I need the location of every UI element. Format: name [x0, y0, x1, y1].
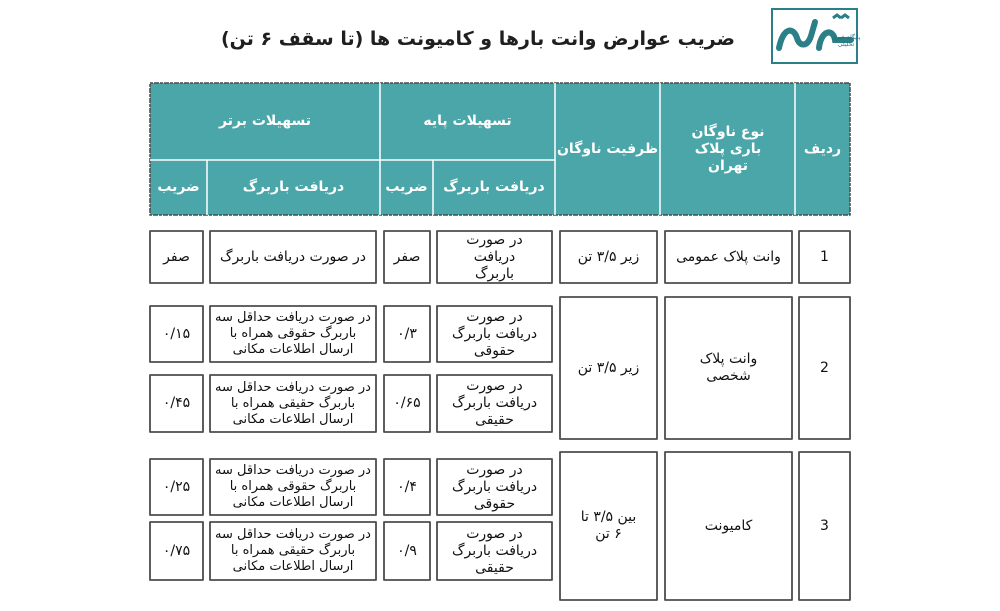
row-1-premium-coef: صفر	[163, 248, 190, 265]
row-2b-basic-bill: در صورت دریافت باربرگ حقیقی	[451, 378, 538, 428]
row-2-type: وانت پلاک شخصی	[699, 351, 758, 384]
header-capacity: ظرفیت ناوگان	[556, 140, 659, 157]
header-premium: تسهیلات برتر	[219, 113, 311, 129]
row-2-capacity: زیر ۳/۵ تن	[577, 359, 640, 376]
row-2a-premium-coef: ۰/۱۵	[162, 325, 191, 342]
row-1-number: 1	[820, 248, 829, 265]
row-3a-basic-bill: در صورت دریافت باربرگ حقوقی	[451, 461, 538, 512]
header-vehicle-type: نوع ناوگان باری پلاک تهران	[691, 123, 765, 174]
row-3-capacity: بین ۳/۵ تا ۶ تن	[580, 509, 637, 542]
row-3b-basic-coef: ۰/۹	[397, 542, 417, 559]
row-3a-premium-bill: در صورت دریافت حداقل سه باربرگ حقوقی همراه با ارسال اطلاعات مکانی	[215, 463, 371, 510]
header-basic-coef: ضریب	[385, 179, 428, 195]
row-2b-premium-bill: در صورت دریافت حداقل سه باربرگ حقیقی همراه با ارسال اطلاعات مکانی	[215, 379, 371, 427]
row-3-number: 3	[820, 517, 829, 534]
row-3a-basic-coef: ۰/۴	[397, 478, 417, 495]
row-2b-basic-coef: ۰/۶۵	[393, 395, 421, 411]
row-1-premium-bill: در صورت دریافت باربرگ	[219, 248, 367, 265]
row-2b-premium-coef: ۰/۴۵	[162, 395, 191, 411]
row-2a-basic-coef: ۰/۳	[397, 325, 417, 342]
header-premium-coef: ضریب	[157, 179, 200, 195]
page-title: ضریب عوارض وانت بارها و کامیونت ها (تا سقف ۶ تن)	[220, 28, 735, 50]
header-basic-bill: دریافت باربرگ	[443, 179, 545, 195]
row-1-basic-coef: صفر	[393, 248, 421, 265]
row-2-number: 2	[820, 359, 829, 376]
header-premium-bill: دریافت باربرگ	[242, 179, 345, 195]
row-2a-basic-bill: در صورت دریافت باربرگ حقوقی	[451, 308, 538, 359]
header-basic: تسهیلات پایه	[423, 113, 512, 129]
row-1-capacity: زیر ۳/۵ تن	[577, 248, 640, 265]
row-3-type: کامیونت	[704, 517, 753, 534]
header-row-no: ردیف	[803, 140, 842, 157]
logo-tagline: پایگاه خبری تحلیلی	[831, 34, 861, 48]
row-2a-premium-bill: در صورت دریافت حداقل سه باربرگ حقوقی همراه با ارسال اطلاعات مکانی	[215, 310, 371, 357]
row-1-basic-bill: در صورت دریافت باربرگ	[466, 231, 523, 282]
row-3a-premium-coef: ۰/۲۵	[162, 478, 191, 495]
row-3b-premium-bill: در صورت دریافت حداقل سه باربرگ حقیقی همراه با ارسال اطلاعات مکانی	[215, 527, 371, 574]
row-3b-basic-bill: در صورت دریافت باربرگ حقیقی	[451, 525, 538, 576]
row-1-type: وانت پلاک عمومی	[676, 248, 781, 265]
row-3b-premium-coef: ۰/۷۵	[162, 542, 191, 559]
